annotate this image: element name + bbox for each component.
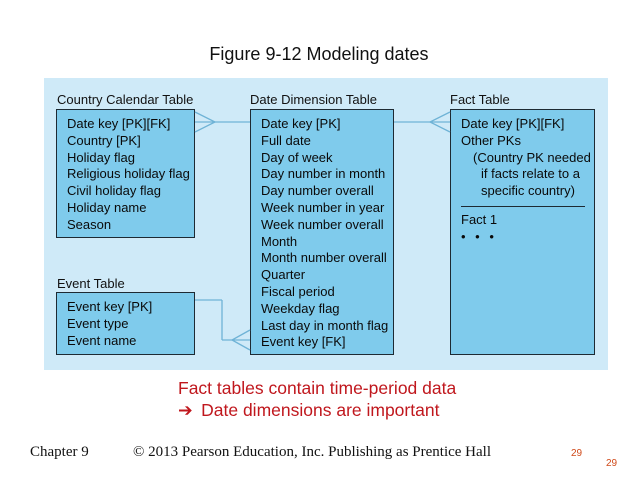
date-field: Quarter	[261, 267, 306, 283]
date-dimension-table-title: Date Dimension Table	[250, 92, 377, 107]
date-field: Day number in month	[261, 166, 386, 182]
event-field: Event key [PK]	[67, 299, 153, 314]
page-number-corner: 29	[606, 458, 618, 469]
date-field: Day number overall	[261, 183, 374, 199]
date-field: Weekday flag	[261, 300, 340, 316]
fact-note: specific country)	[481, 183, 575, 199]
caption-line-2: Date dimensions are important	[201, 400, 440, 420]
fact-ellipsis: • • •	[461, 228, 497, 244]
country-field: Civil holiday flag	[67, 183, 161, 199]
caption-line-1: Fact tables contain time-period data	[178, 378, 457, 398]
date-field: Month number overall	[261, 250, 387, 266]
fact-field: Date key [PK][FK]	[461, 116, 565, 131]
fact-field: Other PKs	[461, 132, 521, 148]
figure-title: Figure 9-12 Modeling dates	[209, 44, 429, 64]
date-field: Full date	[261, 132, 311, 148]
date-field: Week number overall	[261, 216, 384, 232]
fact-note: (Country PK needed	[473, 149, 591, 165]
date-field: Event key [FK]	[261, 334, 346, 350]
footer-copyright: © 2013 Pearson Education, Inc. Publishing as Prentice Hall	[133, 444, 492, 460]
country-field: Country [PK]	[67, 132, 141, 148]
footer-chapter: Chapter 9	[30, 444, 89, 460]
event-table-title: Event Table	[57, 276, 125, 291]
date-field: Date key [PK]	[261, 116, 341, 131]
country-field: Holiday flag	[67, 149, 135, 165]
page-number-small: 29	[571, 448, 583, 459]
country-calendar-table-title: Country Calendar Table	[57, 92, 194, 107]
fact-note: if facts relate to a	[481, 166, 580, 182]
event-field: Event name	[67, 332, 137, 348]
country-field: Religious holiday flag	[67, 166, 190, 182]
date-field: Week number in year	[261, 199, 385, 215]
fact-measure: Fact 1	[461, 211, 498, 227]
date-field: Day of week	[261, 149, 333, 165]
country-field: Season	[67, 216, 112, 232]
date-field: Month	[261, 233, 298, 249]
date-field: Fiscal period	[261, 283, 335, 299]
country-field: Holiday name	[67, 199, 147, 215]
country-field: Date key [PK][FK]	[67, 116, 171, 131]
event-field: Event type	[67, 315, 129, 331]
date-field: Last day in month flag	[261, 317, 389, 333]
fact-table-title: Fact Table	[450, 92, 510, 107]
arrow-right-icon: ➔	[178, 400, 193, 420]
caption-line-2-row	[178, 400, 439, 421]
